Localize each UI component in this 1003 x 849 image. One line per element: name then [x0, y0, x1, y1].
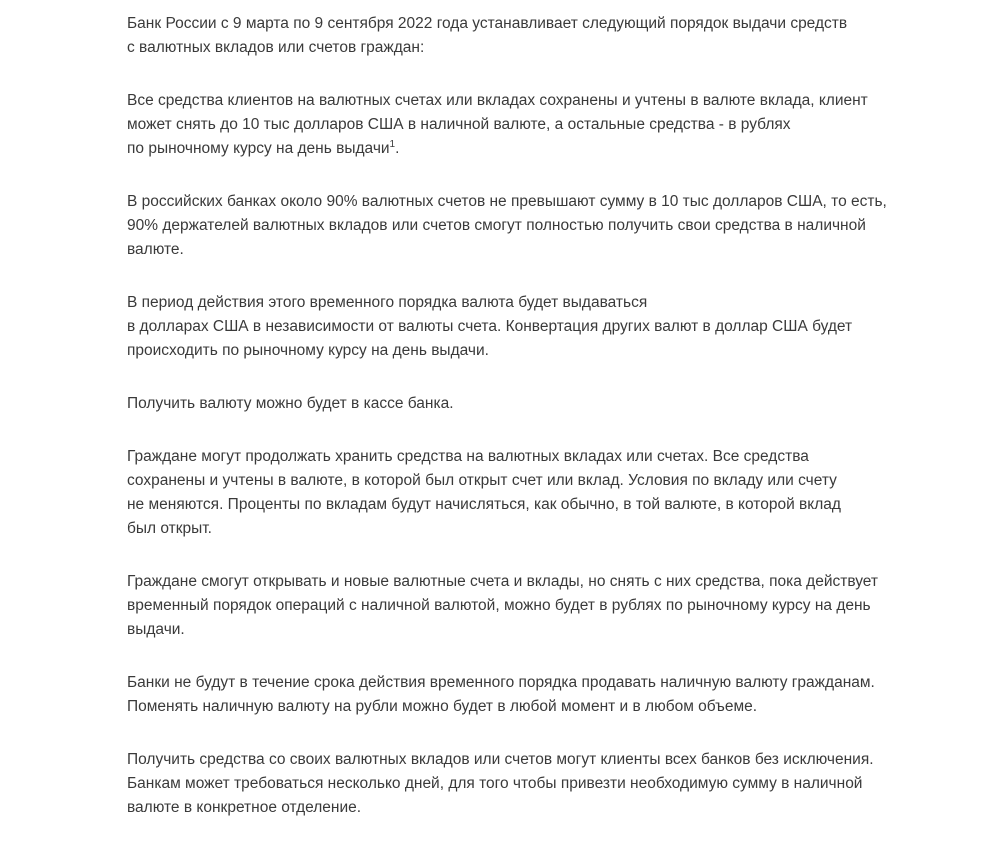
paragraph-no-sales [127, 671, 887, 719]
text-line: происходить по рыночному курсу на день выдачи. [127, 342, 489, 359]
paragraph-intro [127, 12, 887, 60]
footnote-marker[interactable]: 1 [389, 139, 396, 150]
text-line: Банки не будут в течение срока действия временного порядка продавать наличную валюту гражданам. [127, 674, 875, 691]
paragraph-withdrawal-limit [127, 89, 887, 161]
text-line: Банкам может требоваться несколько дней, для того чтобы привезти необходимую сумму в наличной [127, 775, 863, 792]
text-fragment: по рыночному курсу на день выдачи [127, 140, 390, 157]
paragraph-storage [127, 445, 887, 541]
text-line: валюте. [127, 241, 184, 258]
paragraph-currency-usd [127, 291, 887, 363]
text-line-with-footnote [127, 137, 887, 161]
text-line: выдачи. [127, 621, 185, 638]
text-line: сохранены и учтены в валюте, в которой был открыт счет или вклад. Условия по вкладу или счету [127, 472, 837, 489]
text-line: временный порядок операций с наличной валютой, можно будет в рублях по рыночному курсу на день [127, 597, 871, 614]
paragraph-new-accounts [127, 570, 887, 642]
text-line: Получить валюту можно будет в кассе банка. [127, 395, 454, 412]
paragraph-all-banks [127, 748, 887, 820]
text-line: Граждане смогут открывать и новые валютные счета и вклады, но снять с них средства, пока действует [127, 573, 879, 590]
text-fragment: . [395, 140, 400, 157]
text-line: Банк России с 9 марта по 9 сентября 2022 года устанавливает следующий порядок выдачи средств [127, 15, 848, 32]
paragraph-statistics [127, 190, 887, 262]
article-body [127, 12, 887, 849]
text-line: может снять до 10 тыс долларов США в наличной валюте, а остальные средства - в рублях [127, 116, 791, 133]
text-line: был открыт. [127, 520, 212, 537]
text-line: В период действия этого временного порядка валюта будет выдаваться [127, 294, 648, 311]
text-line: Граждане могут продолжать хранить средства на валютных вкладах или счетах. Все средства [127, 448, 809, 465]
text-line: В российских банках около 90% валютных счетов не превышают сумму в 10 тыс долларов США, то есть, [127, 193, 887, 210]
text-line: Все средства клиентов на валютных счетах или вкладах сохранены и учтены в валюте вклада, клиент [127, 92, 868, 109]
text-line: 90% держателей валютных вкладов или счетов смогут полностью получить свои средства в наличной [127, 217, 866, 234]
text-line: Поменять наличную валюту на рубли можно будет в любой момент и в любом объеме. [127, 698, 758, 715]
text-line: в долларах США в независимости от валюты счета. Конвертация других валют в доллар США будет [127, 318, 853, 335]
text-line: с валютных вкладов или счетов граждан: [127, 39, 425, 56]
text-line: не меняются. Проценты по вкладам будут начисляться, как обычно, в той валюте, в которой вклад [127, 496, 841, 513]
text-line: валюте в конкретное отделение. [127, 799, 362, 816]
text-line: Получить средства со своих валютных вкладов или счетов могут клиенты всех банков без исключения. [127, 751, 874, 768]
paragraph-cashier [127, 392, 887, 416]
